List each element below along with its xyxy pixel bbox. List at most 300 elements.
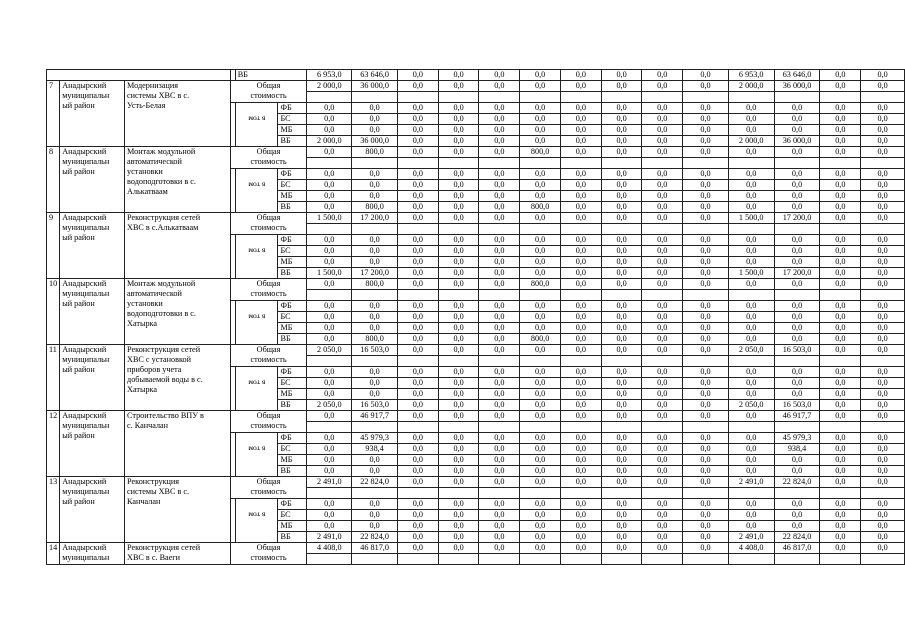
empty-cell <box>861 356 905 367</box>
value-cell: 0,0 <box>820 510 861 521</box>
value-cell: 0,0 <box>642 301 683 312</box>
including-text <box>248 433 266 457</box>
value-cell: 0,0 <box>307 389 352 400</box>
value-cell: 0,0 <box>861 378 905 389</box>
value-cell: 1 500,0 <box>307 213 352 224</box>
value-cell: 0,0 <box>642 345 683 356</box>
empty-cell <box>479 92 520 103</box>
value-cell: 800,0 <box>520 334 561 345</box>
source-label: ВБ <box>235 70 307 81</box>
value-cell: 0,0 <box>307 510 352 521</box>
project-name-line: Реконструкция <box>127 477 180 486</box>
value-cell: 0,0 <box>479 257 520 268</box>
value-cell: 0,0 <box>820 532 861 543</box>
district-line: ый район <box>62 233 95 242</box>
value-cell: 0,0 <box>560 334 601 345</box>
value-cell: 0,0 <box>398 532 439 543</box>
value-cell: 0,0 <box>560 312 601 323</box>
value-cell: 0,0 <box>479 323 520 334</box>
table-row <box>47 81 905 92</box>
value-cell: 0,0 <box>601 235 642 246</box>
including-text <box>248 103 266 127</box>
empty-cell <box>479 488 520 499</box>
total-label-line: стоимость <box>250 157 287 166</box>
value-cell: 0,0 <box>861 433 905 444</box>
value-cell: 0,0 <box>438 169 479 180</box>
value-cell: 0,0 <box>601 147 642 158</box>
value-cell: 0,0 <box>861 301 905 312</box>
value-cell: 0,0 <box>642 400 683 411</box>
value-cell: 0,0 <box>683 444 729 455</box>
value-cell: 2 491,0 <box>307 532 352 543</box>
value-cell: 0,0 <box>728 444 774 455</box>
value-cell: 0,0 <box>774 466 820 477</box>
value-cell: 0,0 <box>683 378 729 389</box>
value-cell: 0,0 <box>642 257 683 268</box>
value-cell: 0,0 <box>398 433 439 444</box>
including-line: в том <box>248 378 266 388</box>
project-name-line: водоподготовки в с. <box>127 309 196 318</box>
value-cell: 17 200,0 <box>774 213 820 224</box>
including-label <box>235 103 278 147</box>
value-cell: 0,0 <box>683 334 729 345</box>
value-cell: 0,0 <box>398 125 439 136</box>
empty-cell <box>438 356 479 367</box>
value-cell: 0,0 <box>438 81 479 92</box>
value-cell: 0,0 <box>642 191 683 202</box>
value-cell: 0,0 <box>820 136 861 147</box>
value-cell: 0,0 <box>438 455 479 466</box>
value-cell: 0,0 <box>601 312 642 323</box>
empty-cell <box>820 422 861 433</box>
including-line: в том <box>248 180 266 190</box>
district-line: муниципальн <box>62 91 110 100</box>
source-label: ФБ <box>278 169 307 180</box>
empty-cell <box>438 422 479 433</box>
value-cell: 938,4 <box>774 444 820 455</box>
value-cell: 0,0 <box>520 378 561 389</box>
value-cell: 0,0 <box>520 301 561 312</box>
source-label: ФБ <box>278 367 307 378</box>
value-cell: 0,0 <box>861 279 905 290</box>
value-cell: 0,0 <box>560 367 601 378</box>
including-text <box>248 367 266 391</box>
value-cell: 0,0 <box>601 136 642 147</box>
empty-cell <box>861 224 905 235</box>
value-cell: 0,0 <box>560 301 601 312</box>
value-cell: 0,0 <box>560 323 601 334</box>
project-name-line: ХВС в с. Ваеги <box>127 553 181 562</box>
value-cell: 2 491,0 <box>307 477 352 488</box>
empty-cell <box>560 356 601 367</box>
value-cell: 0,0 <box>398 323 439 334</box>
total-cost-label <box>230 279 307 301</box>
value-cell: 0,0 <box>307 411 352 422</box>
empty-cell <box>683 92 729 103</box>
empty-cell <box>601 422 642 433</box>
value-cell: 0,0 <box>479 400 520 411</box>
value-cell: 0,0 <box>642 70 683 81</box>
value-cell: 0,0 <box>479 444 520 455</box>
value-cell: 63 646,0 <box>774 70 820 81</box>
value-cell: 0,0 <box>820 191 861 202</box>
empty-cell <box>861 92 905 103</box>
empty-cell <box>479 290 520 301</box>
empty-cell <box>728 92 774 103</box>
value-cell: 0,0 <box>601 81 642 92</box>
value-cell: 0,0 <box>560 191 601 202</box>
empty-cell <box>398 488 439 499</box>
value-cell: 16 503,0 <box>774 400 820 411</box>
project-name-line: Реконструкция сетей <box>127 543 201 552</box>
empty-cell <box>479 158 520 169</box>
empty-cell <box>520 554 561 565</box>
value-cell: 0,0 <box>728 125 774 136</box>
value-cell: 0,0 <box>520 499 561 510</box>
empty-cell <box>820 92 861 103</box>
value-cell: 0,0 <box>398 213 439 224</box>
value-cell: 800,0 <box>352 334 398 345</box>
total-label-line: стоимость <box>250 421 287 430</box>
including-label <box>235 367 278 411</box>
value-cell: 0,0 <box>728 147 774 158</box>
value-cell: 0,0 <box>352 169 398 180</box>
empty-cell <box>774 92 820 103</box>
value-cell: 0,0 <box>438 312 479 323</box>
value-cell: 0,0 <box>861 169 905 180</box>
value-cell: 0,0 <box>479 301 520 312</box>
value-cell: 0,0 <box>307 466 352 477</box>
value-cell: 0,0 <box>642 323 683 334</box>
value-cell: 36 000,0 <box>774 81 820 92</box>
value-cell: 0,0 <box>728 510 774 521</box>
district-line: Анадырский <box>62 345 107 354</box>
empty-cell <box>560 488 601 499</box>
district-line: ый район <box>62 497 95 506</box>
row-number: 7 <box>47 81 60 147</box>
including-line: в том <box>248 114 266 124</box>
value-cell: 0,0 <box>601 367 642 378</box>
empty-cell <box>861 290 905 301</box>
empty-cell <box>683 158 729 169</box>
value-cell: 0,0 <box>438 246 479 257</box>
empty-cell <box>520 422 561 433</box>
value-cell: 0,0 <box>642 235 683 246</box>
value-cell: 0,0 <box>560 202 601 213</box>
value-cell: 0,0 <box>820 312 861 323</box>
value-cell: 0,0 <box>683 510 729 521</box>
value-cell: 0,0 <box>438 378 479 389</box>
value-cell: 0,0 <box>820 213 861 224</box>
value-cell: 0,0 <box>352 235 398 246</box>
district-line: муниципальн <box>62 355 110 364</box>
district-line: муниципальн <box>62 487 110 496</box>
value-cell: 0,0 <box>728 246 774 257</box>
empty-cell <box>728 158 774 169</box>
value-cell: 0,0 <box>820 334 861 345</box>
value-cell: 0,0 <box>307 378 352 389</box>
value-cell: 0,0 <box>307 312 352 323</box>
value-cell: 0,0 <box>307 257 352 268</box>
value-cell: 0,0 <box>479 499 520 510</box>
value-cell: 0,0 <box>642 114 683 125</box>
project-name-line: системы ХВС в с. <box>127 487 190 496</box>
district-cell <box>60 279 125 345</box>
value-cell: 2 491,0 <box>728 532 774 543</box>
total-label-line: стоимость <box>250 487 287 496</box>
value-cell: 0,0 <box>398 444 439 455</box>
value-cell: 0,0 <box>307 433 352 444</box>
empty-cell <box>47 70 231 81</box>
value-cell: 0,0 <box>774 521 820 532</box>
district-cell <box>60 345 125 411</box>
value-cell: 0,0 <box>560 147 601 158</box>
empty-cell <box>774 224 820 235</box>
value-cell: 0,0 <box>728 191 774 202</box>
total-label-line: Общая <box>256 345 281 354</box>
value-cell: 0,0 <box>438 334 479 345</box>
empty-cell <box>438 92 479 103</box>
value-cell: 0,0 <box>861 246 905 257</box>
value-cell: 0,0 <box>398 510 439 521</box>
value-cell: 0,0 <box>438 466 479 477</box>
value-cell: 0,0 <box>601 180 642 191</box>
value-cell: 46 817,0 <box>352 543 398 554</box>
project-name-line: Хатырка <box>127 385 158 394</box>
value-cell: 0,0 <box>560 70 601 81</box>
empty-cell <box>398 554 439 565</box>
value-cell: 0,0 <box>728 312 774 323</box>
value-cell: 0,0 <box>642 136 683 147</box>
project-name-line: ХВС в с.Алькатваам <box>127 223 199 232</box>
total-label-line: Общая <box>256 279 281 288</box>
value-cell: 0,0 <box>601 246 642 257</box>
value-cell: 0,0 <box>398 312 439 323</box>
value-cell: 46 917,7 <box>774 411 820 422</box>
value-cell: 0,0 <box>820 477 861 488</box>
value-cell: 16 503,0 <box>774 345 820 356</box>
value-cell: 0,0 <box>774 191 820 202</box>
value-cell: 0,0 <box>560 389 601 400</box>
value-cell: 0,0 <box>601 510 642 521</box>
value-cell: 0,0 <box>861 345 905 356</box>
value-cell: 0,0 <box>774 169 820 180</box>
including-label <box>235 169 278 213</box>
value-cell: 1 500,0 <box>728 213 774 224</box>
empty-cell <box>601 92 642 103</box>
value-cell: 0,0 <box>683 81 729 92</box>
empty-cell <box>560 422 601 433</box>
value-cell: 0,0 <box>560 510 601 521</box>
value-cell: 0,0 <box>601 499 642 510</box>
empty-cell <box>728 422 774 433</box>
value-cell: 0,0 <box>398 202 439 213</box>
district-line: муниципальн <box>62 289 110 298</box>
table-row <box>47 147 905 158</box>
value-cell: 0,0 <box>728 323 774 334</box>
empty-cell <box>820 488 861 499</box>
total-label-line: стоимость <box>250 355 287 364</box>
value-cell: 2 000,0 <box>728 81 774 92</box>
including-line <box>246 301 267 302</box>
value-cell: 0,0 <box>861 532 905 543</box>
value-cell: 0,0 <box>683 103 729 114</box>
value-cell: 0,0 <box>307 169 352 180</box>
value-cell: 0,0 <box>683 433 729 444</box>
including-line: в том <box>248 444 266 454</box>
value-cell: 0,0 <box>683 202 729 213</box>
table-row <box>47 477 905 488</box>
value-cell: 0,0 <box>601 169 642 180</box>
value-cell: 0,0 <box>479 147 520 158</box>
value-cell: 0,0 <box>728 433 774 444</box>
value-cell: 22 824,0 <box>774 532 820 543</box>
value-cell: 0,0 <box>820 169 861 180</box>
value-cell: 0,0 <box>642 268 683 279</box>
value-cell: 46 817,0 <box>774 543 820 554</box>
value-cell: 0,0 <box>683 477 729 488</box>
value-cell: 0,0 <box>774 125 820 136</box>
district-line: ый район <box>62 167 95 176</box>
project-name-line: добываемой воды в с. <box>127 375 203 384</box>
value-cell: 0,0 <box>774 114 820 125</box>
row-number: 8 <box>47 147 60 213</box>
value-cell: 0,0 <box>479 521 520 532</box>
value-cell: 0,0 <box>307 235 352 246</box>
value-cell: 36 000,0 <box>352 136 398 147</box>
value-cell: 0,0 <box>479 433 520 444</box>
value-cell: 0,0 <box>820 70 861 81</box>
source-label: МБ <box>278 257 307 268</box>
value-cell: 0,0 <box>560 81 601 92</box>
value-cell: 0,0 <box>438 367 479 378</box>
value-cell: 0,0 <box>642 367 683 378</box>
empty-cell <box>398 158 439 169</box>
value-cell: 0,0 <box>601 466 642 477</box>
empty-cell <box>307 290 352 301</box>
value-cell: 36 000,0 <box>352 81 398 92</box>
value-cell: 0,0 <box>820 444 861 455</box>
value-cell: 0,0 <box>642 378 683 389</box>
value-cell: 0,0 <box>479 411 520 422</box>
value-cell: 0,0 <box>438 235 479 246</box>
value-cell: 0,0 <box>352 367 398 378</box>
including-label <box>235 301 278 345</box>
value-cell: 800,0 <box>352 279 398 290</box>
value-cell: 0,0 <box>861 136 905 147</box>
value-cell: 0,0 <box>861 455 905 466</box>
value-cell: 0,0 <box>438 411 479 422</box>
value-cell: 0,0 <box>438 301 479 312</box>
value-cell: 0,0 <box>642 180 683 191</box>
project-name-line: Реконструкция сетей <box>127 345 201 354</box>
empty-cell <box>352 422 398 433</box>
empty-cell <box>683 290 729 301</box>
value-cell: 0,0 <box>683 521 729 532</box>
value-cell: 0,0 <box>479 345 520 356</box>
value-cell: 0,0 <box>683 532 729 543</box>
value-cell: 0,0 <box>307 180 352 191</box>
value-cell: 0,0 <box>560 433 601 444</box>
source-label: БС <box>278 444 307 455</box>
value-cell: 0,0 <box>683 279 729 290</box>
value-cell: 0,0 <box>352 378 398 389</box>
value-cell: 0,0 <box>601 125 642 136</box>
table-row <box>47 70 905 81</box>
value-cell: 0,0 <box>820 543 861 554</box>
empty-cell <box>352 158 398 169</box>
value-cell: 0,0 <box>683 499 729 510</box>
value-cell: 0,0 <box>774 279 820 290</box>
value-cell: 0,0 <box>820 323 861 334</box>
empty-cell <box>307 224 352 235</box>
value-cell: 0,0 <box>728 455 774 466</box>
value-cell: 0,0 <box>307 279 352 290</box>
empty-cell <box>520 290 561 301</box>
value-cell: 0,0 <box>352 312 398 323</box>
total-cost-label <box>230 81 307 103</box>
value-cell: 0,0 <box>398 257 439 268</box>
project-name-line: установки <box>127 167 163 176</box>
including-text <box>248 169 266 193</box>
value-cell: 46 917,7 <box>352 411 398 422</box>
value-cell: 0,0 <box>683 191 729 202</box>
value-cell: 0,0 <box>601 301 642 312</box>
empty-cell <box>774 356 820 367</box>
value-cell: 0,0 <box>861 323 905 334</box>
empty-cell <box>774 488 820 499</box>
value-cell: 0,0 <box>601 389 642 400</box>
project-name-line: с. Канчалан <box>127 421 169 430</box>
district-line: Анадырский <box>62 147 107 156</box>
source-label: МБ <box>278 191 307 202</box>
value-cell: 0,0 <box>352 257 398 268</box>
value-cell: 0,0 <box>479 510 520 521</box>
value-cell: 0,0 <box>728 378 774 389</box>
source-label: БС <box>278 180 307 191</box>
value-cell: 0,0 <box>683 466 729 477</box>
value-cell: 0,0 <box>438 103 479 114</box>
empty-cell <box>683 554 729 565</box>
value-cell: 0,0 <box>398 235 439 246</box>
empty-cell <box>683 224 729 235</box>
value-cell: 0,0 <box>398 279 439 290</box>
district-line: Анадырский <box>62 411 107 420</box>
value-cell: 0,0 <box>520 213 561 224</box>
project-name-line: Реконструкция сетей <box>127 213 201 222</box>
source-label: ФБ <box>278 235 307 246</box>
total-cost-label <box>230 213 307 235</box>
value-cell: 0,0 <box>601 378 642 389</box>
value-cell: 16 503,0 <box>352 345 398 356</box>
value-cell: 0,0 <box>438 400 479 411</box>
value-cell: 0,0 <box>861 70 905 81</box>
project-name-line: автоматической <box>127 157 182 166</box>
value-cell: 0,0 <box>820 378 861 389</box>
value-cell: 0,0 <box>861 202 905 213</box>
empty-cell <box>479 554 520 565</box>
empty-cell <box>601 158 642 169</box>
value-cell: 0,0 <box>683 180 729 191</box>
value-cell: 0,0 <box>479 268 520 279</box>
value-cell: 0,0 <box>520 411 561 422</box>
value-cell: 0,0 <box>728 367 774 378</box>
empty-cell <box>774 422 820 433</box>
source-label: БС <box>278 312 307 323</box>
value-cell: 0,0 <box>601 400 642 411</box>
district-cell <box>60 213 125 279</box>
empty-cell <box>479 224 520 235</box>
